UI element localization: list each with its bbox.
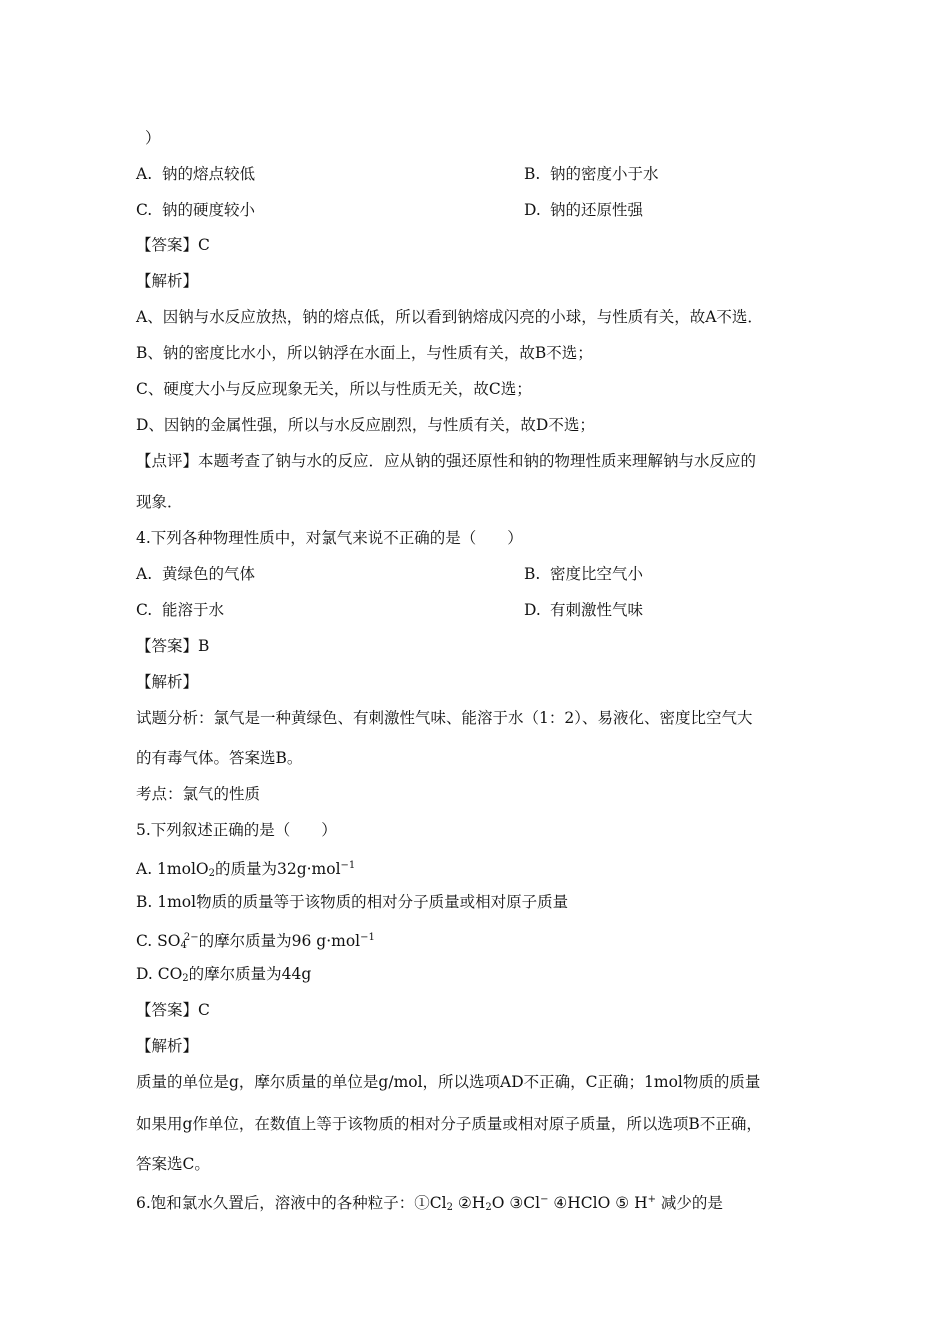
subscript: 2 [485, 1202, 492, 1213]
analysis-label: 【解析】 [136, 272, 199, 290]
option-a: A. 黄绿色的气体 [136, 565, 256, 583]
option-c-text: 钠的硬度较小 [162, 201, 256, 219]
subscript: 2 [208, 868, 215, 879]
stem-text: ②H [452, 1194, 486, 1212]
analysis-line: A、因钠与水反应放热，钠的熔点低，所以看到钠熔成闪亮的小球，与性质有关，故A不选． [136, 308, 763, 326]
option-d: D. 钠的还原性强 [524, 201, 644, 219]
option-d-text: 钠的还原性强 [550, 201, 644, 219]
subscript: 2 [446, 1202, 453, 1213]
analysis-line: 试题分析：氯气是一种黄绿色、有刺激性气味、能溶于水（1：2）、易液化、密度比空气大 [136, 709, 753, 727]
option-a-text: A. 1molO [136, 860, 209, 878]
option-d-text: 有刺激性气味 [550, 601, 644, 619]
analysis-label: 【解析】 [136, 1037, 199, 1055]
comment-line: 现象． [136, 493, 183, 511]
superscript: 2− [183, 932, 199, 943]
analysis-label: 【解析】 [136, 673, 199, 691]
answer-line [136, 235, 210, 255]
option-c [136, 928, 375, 956]
option-a-text: 黄绿色的气体 [162, 565, 256, 583]
question-stem: 4.下列各种物理性质中，对氯气来说不正确的是（ ） [136, 529, 523, 547]
option-b: B. 密度比空气小 [524, 565, 644, 583]
question-stem: 5.下列叙述正确的是（ ） [136, 821, 337, 839]
option-a [136, 856, 355, 884]
stem-text: 减少的是 [655, 1194, 723, 1212]
answer-value: B [198, 637, 210, 655]
option-c-text-rest: 的摩尔质量为96 g·mol [198, 932, 361, 950]
option-b-text: 密度比空气小 [550, 565, 644, 583]
option-b: B. 1mol物质的质量等于该物质的相对分子质量或相对原子质量 [136, 893, 569, 911]
question-stem [136, 1190, 723, 1218]
option-a: A. 钠的熔点较低 [136, 165, 256, 183]
superscript: −1 [340, 860, 356, 871]
option-a-text-rest: 的质量为32g·mol [214, 860, 341, 878]
analysis-line: 质量的单位是g，摩尔质量的单位是g/mol，所以选项AD不正确，C正确；1mol物质的质量 [136, 1073, 761, 1091]
option-c: C. 能溶于水 [136, 601, 225, 619]
option-b: B. 钠的密度小于水 [524, 165, 659, 183]
subscript: 4 [180, 940, 187, 951]
option-b-text: 钠的密度小于水 [550, 165, 659, 183]
option-c-text: 能溶于水 [162, 601, 225, 619]
analysis-line: C、硬度大小与反应现象无关，所以与性质无关，故C选； [136, 380, 532, 398]
question-stem-tail: ） [145, 129, 161, 147]
analysis-line: D、因钠的金属性强，所以与水反应剧烈，与性质有关，故D不选； [136, 416, 595, 434]
option-c-text: C. SO [136, 932, 181, 950]
stem-text: 6.饱和氯水久置后，溶液中的各种粒子：①Cl [136, 1194, 447, 1212]
stem-text: O ③Cl [491, 1194, 541, 1212]
analysis-line: 答案选C。 [136, 1155, 210, 1173]
option-d-text: D. CO [136, 965, 183, 983]
answer-label: 【答案】 [136, 1001, 199, 1019]
comment-text: 本题考查了钠与水的反应．应从钠的强还原性和钠的物理性质来理解钠与水反应的 [198, 452, 757, 470]
answer-line [136, 636, 209, 656]
stem-text: ④HClO ⑤ H [548, 1194, 648, 1212]
option-d [136, 964, 311, 989]
comment-line [136, 451, 756, 471]
answer-label: 【答案】 [136, 637, 199, 655]
kaodian-line: 考点：氯气的性质 [136, 785, 261, 803]
comment-label: 【点评】 [136, 452, 199, 470]
analysis-line: 如果用g作单位，在数值上等于该物质的相对分子质量或相对原子质量，所以选项B不正确， [136, 1115, 762, 1133]
option-d-text-rest: 的摩尔质量为44g [188, 965, 312, 983]
analysis-line: B、钠的密度比水小，所以钠浮在水面上，与性质有关，故B不选； [136, 344, 593, 362]
option-a-text: 钠的熔点较低 [162, 165, 256, 183]
subscript: 2 [182, 973, 189, 984]
superscript: −1 [360, 932, 375, 943]
option-d: D. 有刺激性气味 [524, 601, 644, 619]
superscript: + [647, 1194, 656, 1205]
option-c: C. 钠的硬度较小 [136, 201, 256, 219]
answer-label: 【答案】 [136, 236, 199, 254]
answer-value: C [198, 236, 210, 254]
analysis-line: 的有毒气体。答案选B。 [136, 749, 303, 767]
answer-value: C [198, 1001, 210, 1019]
answer-line [136, 1000, 210, 1020]
superscript: − [540, 1194, 549, 1205]
